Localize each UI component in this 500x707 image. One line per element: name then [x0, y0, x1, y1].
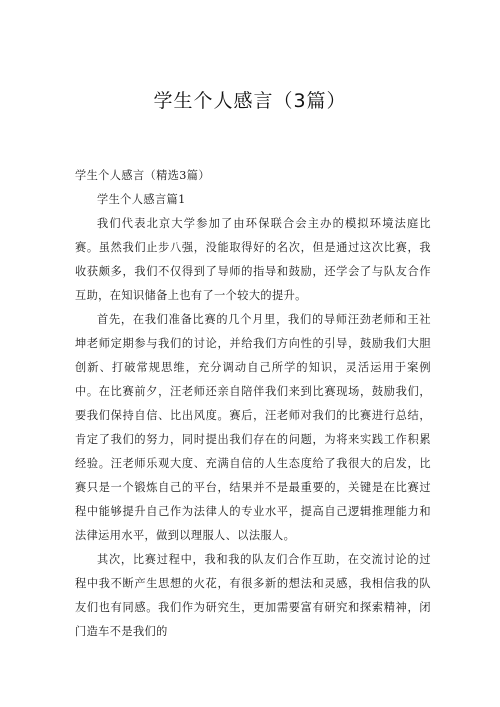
section-heading: 学生个人感言篇1: [97, 193, 186, 206]
paragraph-1: 我们代表北京大学参加了由环保联合会主办的模拟环境法庭比赛。虽然我们止步八强，没能取得好的名次，但是通过这次比赛，我收获颇多，我们不仅得到了导师的指导和鼓励，还学会了与队友合作互助，在知识储备上也有了一个较大的提升。: [75, 217, 431, 302]
paragraph-3: 其次，比赛过程中，我和我的队友们合作互助，在交流讨论的过程中我不断产生思想的火花，有很多新的想法和灵感，我相信我的队友们也有同感。我们作为研究生，更加需要富有研究和探索精神，闭门造车不是我们的: [75, 553, 431, 638]
document-body: [75, 164, 431, 644]
document-subtitle: 学生个人感言（精选3篇）: [75, 169, 210, 182]
document-title: 学生个人感言（3篇）: [153, 90, 347, 112]
paragraph-2: 首先，在我们准备比赛的几个月里，我们的导师汪劲老师和王社坤老师定期参与我们的讨论，并给我们方向性的引导，鼓励我们大胆创新、打破常规思维，充分调动自己所学的知识，灵活运用于案例中。在比赛前夕，汪老师还亲自陪伴我们来到比赛现场，鼓励我们，要我们保持自信、比出风度。赛后，汪老师对我们的比赛进行总结，肯定了我们的努力，同时提出我们存在的问题，为将来实践工作积累经验。汪老师乐观大度、充满自信的人生态度给了我很大的启发，比赛只是一个锻炼自己的平台，结果并不是最重要的，关键是在比赛过程中能够提升自己作为法律人的专业水平，提高自己逻辑推理能力和法律运用水平，做到以理服人、以法服人。: [75, 313, 431, 542]
